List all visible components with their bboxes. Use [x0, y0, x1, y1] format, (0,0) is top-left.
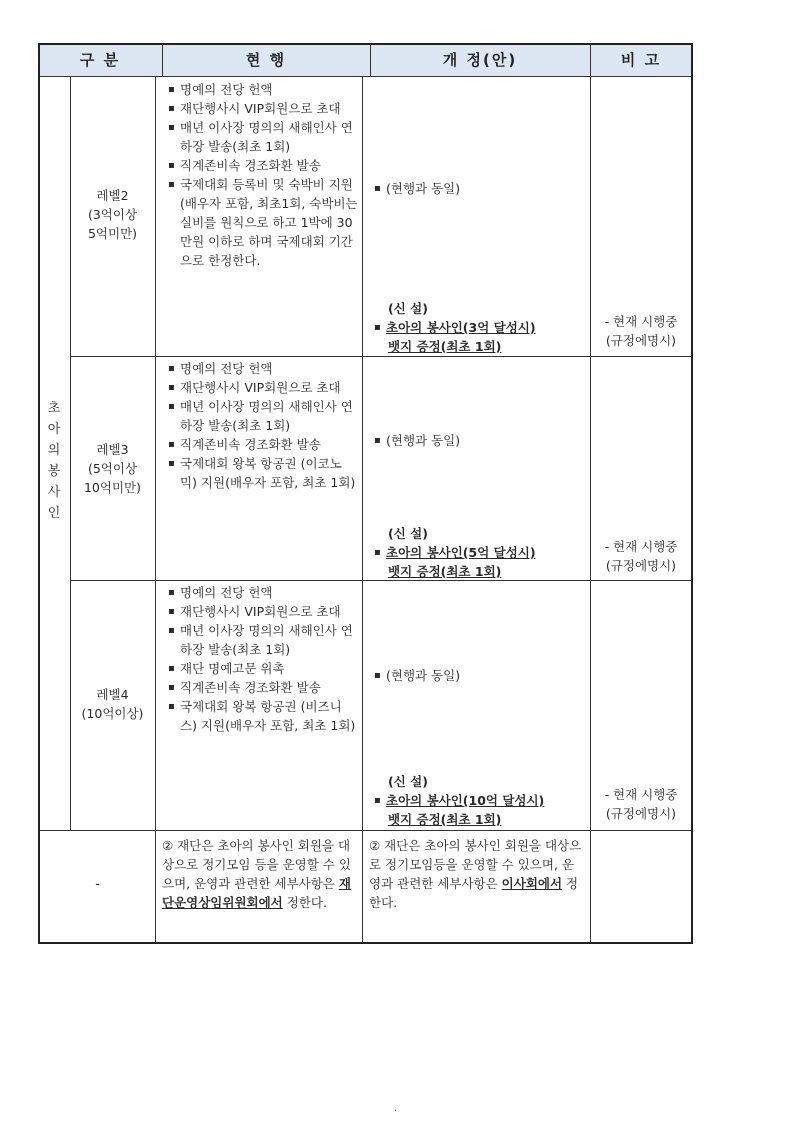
- last-row-current-emph: 재단운영상임위원회에서: [162, 876, 351, 910]
- level2-title: 레벨2: [96, 188, 129, 203]
- last-row-revised-text: ② 재단은 초아의 봉사인 회원을 대상으로 정기모임등을 운영할 수 있으며, 운영과 관련한 세부사항은: [369, 838, 582, 891]
- level2-current-item: ▪ 국제대회 등록비 및 숙박비 지원(배우자 포함, 최초1회, 숙박비는 실비를 원칙으로 하고 1박에 30만원 이하로 하며 국제대회 기간으로 한정한다.: [168, 175, 358, 270]
- level4-current-list: [168, 583, 358, 735]
- level2-new-item-text: 초아의 봉사인(3억 달성시): [386, 320, 536, 335]
- level3-new-label: (신 설): [388, 526, 428, 541]
- level3-new-item-2-text: 뱃지 증정(최초 1회): [388, 564, 502, 579]
- table-right-border: [691, 43, 693, 944]
- table-bottom-border: [38, 942, 693, 944]
- level4-same-text: ▪ (현행과 동일): [374, 666, 584, 685]
- level4-current-item: ▪ 매년 이사장 명의의 새해인사 연하장 발송(최초 1회): [168, 621, 358, 659]
- level3-title: 레벨3: [96, 442, 129, 457]
- col-divider-2: [362, 76, 363, 942]
- level2-current-item: ▪ 명예의 전당 헌액: [168, 80, 358, 99]
- last-row-revised-emph: 이사회에서: [501, 876, 563, 891]
- level4-current-item: ▪ 명예의 전당 헌액: [168, 583, 358, 602]
- level3-same-text: ▪ (현행과 동일): [374, 431, 584, 450]
- level4-title: 레벨4: [96, 687, 129, 702]
- col-divider-3: [590, 44, 591, 942]
- level4-new-item: [374, 791, 584, 810]
- category-char: 초: [47, 401, 61, 416]
- col-divider-2-header: [370, 44, 371, 76]
- last-row-current-suffix: 정한다.: [282, 895, 327, 910]
- header-current: 현 행: [245, 51, 287, 69]
- level3-current-item: ▪ 직계존비속 경조화환 발송: [168, 435, 358, 454]
- level2-range: (3억이상 5억미만): [87, 207, 138, 241]
- category-label: [44, 398, 64, 524]
- level2-new-item-2-text: 뱃지 증정(최초 1회): [388, 339, 502, 354]
- level3-note: - 현재 시행중 (규정에명시): [604, 539, 678, 573]
- last-row-current-text: ② 재단은 초아의 봉사인 회원을 대상으로 정기모임 등을 운영할 수 있으며, 운영과 관련한 세부사항은: [162, 838, 351, 891]
- level2-current-item: ▪ 직계존비속 경조화환 발송: [168, 156, 358, 175]
- level3-current-item: ▪ 매년 이사장 명의의 새해인사 연하장 발송(최초 1회): [168, 397, 358, 435]
- last-row-current: [162, 836, 356, 912]
- row-divider-3: [38, 830, 693, 831]
- level4-new-label: (신 설): [388, 774, 428, 789]
- header-divider: [38, 76, 693, 77]
- level4-new-item-2-text: 뱃지 증정(최초 1회): [388, 812, 502, 827]
- row-divider-1: [70, 356, 693, 357]
- category-char: 봉: [47, 464, 61, 479]
- level4-current-item: ▪ 국제대회 왕복 항공권 (비즈니스) 지원(배우자 포함, 최초 1회): [168, 697, 358, 735]
- footer-mark: .: [394, 1103, 398, 1114]
- level2-current-list: [168, 80, 358, 270]
- header-note: 비 고: [620, 51, 662, 69]
- level4-note: - 현재 시행중 (규정에명시): [604, 787, 678, 821]
- table-top-border: [38, 43, 693, 45]
- level4-new-item-text: 초아의 봉사인(10억 달성시): [386, 793, 545, 808]
- level3-new-item-2: [388, 562, 578, 581]
- category-char: 아: [47, 422, 61, 437]
- category-char: 사: [47, 485, 61, 500]
- last-row-revised-suffix: 정한다.: [369, 876, 579, 910]
- level4-current-item: ▪ 직계존비속 경조화환 발송: [168, 678, 358, 697]
- category-char: 의: [47, 443, 61, 458]
- level4-range: (10억이상): [81, 706, 144, 721]
- col-divider-1: [155, 76, 156, 942]
- level3-revised-same: [374, 431, 584, 450]
- level3-current-item: ▪ 재단행사시 VIP회원으로 초대: [168, 378, 358, 397]
- level2-same-text: ▪ (현행과 동일): [374, 179, 584, 198]
- level4-current-item: ▪ 재단행사시 VIP회원으로 초대: [168, 602, 358, 621]
- col-divider-1-header: [162, 44, 163, 76]
- level4-revised-same: [374, 666, 584, 685]
- level3-new-item: [374, 543, 584, 562]
- table-left-border: [38, 43, 40, 944]
- level2-new-label: (신 설): [388, 301, 428, 316]
- level4-new-item-2: [388, 810, 578, 829]
- level2-new-item-2: [388, 337, 578, 356]
- level4-current-item: ▪ 재단 명예고문 위촉: [168, 659, 358, 678]
- header-revised: 개 정(안): [442, 51, 518, 69]
- level2-revised-same: [374, 179, 584, 198]
- level2-current-item: ▪ 재단행사시 VIP회원으로 초대: [168, 99, 358, 118]
- header-category: 구 분: [79, 51, 121, 69]
- level3-new-item-text: 초아의 봉사인(5억 달성시): [386, 545, 536, 560]
- level3-current-item: ▪ 명예의 전당 헌액: [168, 359, 358, 378]
- last-row-revised: [369, 836, 585, 912]
- level2-note: - 현재 시행중 (규정에명시): [604, 314, 678, 348]
- row-divider-2: [70, 580, 693, 581]
- level2-current-item: ▪ 매년 이사장 명의의 새해인사 연하장 발송(최초 1회): [168, 118, 358, 156]
- last-row-category: -: [95, 876, 100, 891]
- category-char: 인: [47, 506, 61, 521]
- level3-current-item: ▪ 국제대회 왕복 항공권 (이코노믹) 지원(배우자 포함, 최초 1회): [168, 454, 358, 492]
- level3-current-list: [168, 359, 358, 492]
- level3-range: (5억이상 10억미만): [83, 461, 141, 495]
- level2-new-item: [374, 318, 584, 337]
